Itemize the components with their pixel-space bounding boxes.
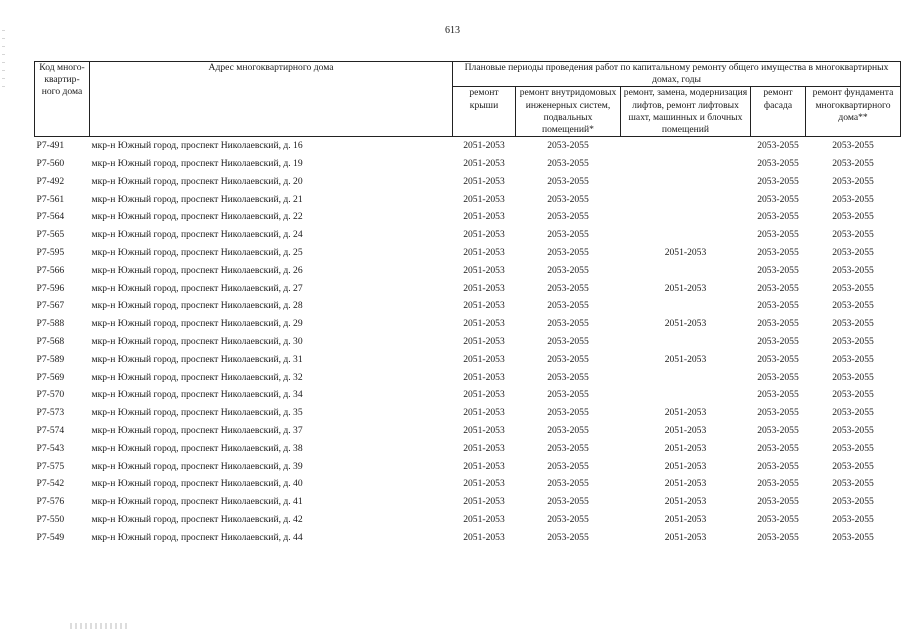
- capital-repair-schedule-table: [34, 61, 901, 547]
- cell-roof: 2051-2053: [463, 247, 505, 258]
- table-row: [35, 333, 901, 351]
- cell-foundation: 2053-2055: [832, 300, 874, 312]
- table-body: [35, 137, 901, 547]
- cell-facade: 2053-2055: [757, 247, 799, 258]
- cell-facade: 2053-2055: [757, 371, 799, 383]
- table-row: [35, 262, 901, 280]
- cell-facade: 2053-2055: [757, 442, 799, 454]
- header-elevators: ремонт, замена, модернизация лифтов, ремонт лифтовых шахт, машинных и блочных помещений: [621, 87, 751, 137]
- cell-elevators: 2051-2053: [664, 478, 707, 490]
- cell-roof: 2051-2053: [463, 371, 505, 383]
- cell-facade: 2053-2055: [757, 211, 799, 223]
- cell-elevators: [621, 226, 751, 244]
- cell-engineering: 2053-2055: [547, 158, 589, 170]
- cell-facade: 2053-2055: [757, 496, 799, 508]
- table-row: [35, 475, 901, 493]
- cell-roof: 2051-2053: [463, 175, 505, 187]
- cell-code: Р7-574: [36, 424, 65, 436]
- cell-engineering: 2053-2055: [547, 193, 589, 205]
- cell-address: мкр-н Южный город, проспект Николаевский, д. 20: [91, 175, 303, 187]
- table-row: [35, 280, 901, 298]
- cell-foundation: 2053-2055: [832, 531, 874, 543]
- cell-elevators: [621, 191, 751, 209]
- table-row: [35, 422, 901, 440]
- cell-facade: 2053-2055: [757, 513, 799, 525]
- cell-address: мкр-н Южный город, проспект Николаевский, д. 19: [91, 158, 303, 170]
- cell-engineering: 2053-2055: [547, 264, 589, 276]
- header-foundation: ремонт фундамента многоквартирного дома**: [806, 87, 901, 137]
- cell-engineering: 2053-2055: [547, 478, 589, 490]
- cell-elevators: 2051-2053: [664, 424, 707, 436]
- cell-foundation: 2053-2055: [832, 389, 874, 401]
- cell-engineering: 2053-2055: [547, 318, 589, 330]
- cell-elevators: [621, 155, 751, 173]
- cell-address: мкр-н Южный город, проспект Николаевский, д. 16: [91, 140, 303, 152]
- cell-foundation: 2053-2055: [832, 247, 874, 258]
- table-row: [35, 226, 901, 244]
- cell-code: Р7-569: [36, 371, 65, 383]
- cell-address: мкр-н Южный город, проспект Николаевский, д. 41: [91, 496, 303, 508]
- cell-engineering: 2053-2055: [547, 335, 589, 347]
- cell-address: мкр-н Южный город, проспект Николаевский, д. 38: [91, 442, 303, 454]
- cell-foundation: 2053-2055: [832, 318, 874, 330]
- cell-engineering: 2053-2055: [547, 300, 589, 312]
- cell-elevators: [621, 173, 751, 191]
- cell-roof: 2051-2053: [463, 300, 505, 312]
- cell-address: мкр-н Южный город, проспект Николаевский, д. 29: [91, 318, 303, 330]
- cell-code: Р7-589: [36, 353, 65, 365]
- cell-foundation: 2053-2055: [832, 140, 874, 152]
- cell-code: Р7-492: [36, 175, 65, 187]
- header-code: Код много-квартир-ного дома: [35, 62, 90, 137]
- cell-engineering: 2053-2055: [547, 513, 589, 525]
- cell-facade: 2053-2055: [757, 353, 799, 365]
- cell-elevators: [621, 208, 751, 226]
- header-engineering: ремонт внутридомовых инженерных систем, подвальных помещений*: [516, 87, 621, 137]
- cell-elevators: 2051-2053: [664, 353, 707, 365]
- cell-elevators: [621, 333, 751, 351]
- cell-foundation: 2053-2055: [832, 282, 874, 294]
- cell-engineering: 2053-2055: [547, 371, 589, 383]
- table-row: [35, 511, 901, 529]
- cell-engineering: 2053-2055: [547, 407, 589, 419]
- cell-elevators: 2051-2053: [664, 513, 707, 525]
- cell-address: мкр-н Южный город, проспект Николаевский, д. 37: [91, 424, 303, 436]
- cell-code: Р7-543: [36, 442, 65, 454]
- cell-engineering: 2053-2055: [547, 424, 589, 436]
- cell-address: мкр-н Южный город, проспект Николаевский, д. 35: [91, 407, 303, 419]
- cell-code: Р7-564: [36, 211, 65, 223]
- cell-roof: 2051-2053: [463, 158, 505, 170]
- cell-code: Р7-576: [36, 496, 65, 508]
- cell-roof: 2051-2053: [463, 264, 505, 276]
- cell-elevators: [621, 137, 751, 155]
- header-row-group: [35, 62, 901, 87]
- cell-code: Р7-561: [36, 193, 65, 205]
- cell-foundation: 2053-2055: [832, 478, 874, 490]
- table-row: [35, 173, 901, 191]
- table-row: [35, 440, 901, 458]
- cell-engineering: 2053-2055: [547, 496, 589, 508]
- cell-facade: 2053-2055: [757, 389, 799, 401]
- page-number: 613: [445, 25, 460, 36]
- cell-facade: 2053-2055: [757, 175, 799, 187]
- cell-roof: 2051-2053: [463, 460, 505, 472]
- table-row: [35, 155, 901, 173]
- cell-foundation: 2053-2055: [832, 513, 874, 525]
- cell-engineering: 2053-2055: [547, 531, 589, 543]
- cell-roof: 2051-2053: [463, 407, 505, 419]
- cell-facade: 2053-2055: [757, 407, 799, 419]
- cell-facade: 2053-2055: [757, 424, 799, 436]
- cell-foundation: 2053-2055: [832, 371, 874, 383]
- cell-address: мкр-н Южный город, проспект Николаевский, д. 31: [91, 353, 303, 365]
- cell-roof: 2051-2053: [463, 353, 505, 365]
- cell-foundation: 2053-2055: [832, 175, 874, 187]
- cell-engineering: 2053-2055: [547, 282, 589, 294]
- cell-code: Р7-550: [36, 513, 65, 525]
- cell-code: Р7-566: [36, 264, 65, 276]
- cell-engineering: 2053-2055: [547, 229, 589, 241]
- cell-engineering: 2053-2055: [547, 442, 589, 454]
- cell-code: Р7-573: [36, 407, 65, 419]
- table-row: [35, 191, 901, 209]
- cell-code: Р7-595: [36, 247, 65, 258]
- cell-engineering: 2053-2055: [547, 140, 589, 152]
- cell-foundation: 2053-2055: [832, 496, 874, 508]
- cell-code: Р7-567: [36, 300, 65, 312]
- cell-address: мкр-н Южный город, проспект Николаевский, д. 27: [91, 282, 303, 294]
- cell-facade: 2053-2055: [757, 282, 799, 294]
- cell-address: мкр-н Южный город, проспект Николаевский, д. 26: [91, 264, 303, 276]
- cell-address: мкр-н Южный город, проспект Николаевский, д. 21: [91, 193, 303, 205]
- cell-elevators: 2051-2053: [664, 442, 707, 454]
- cell-facade: 2053-2055: [757, 318, 799, 330]
- scan-smudge-artifact: [70, 623, 130, 629]
- cell-code: Р7-542: [36, 478, 65, 490]
- cell-foundation: 2053-2055: [832, 211, 874, 223]
- cell-roof: 2051-2053: [463, 389, 505, 401]
- cell-code: Р7-560: [36, 158, 65, 170]
- cell-facade: 2053-2055: [757, 140, 799, 152]
- table-row: [35, 208, 901, 226]
- header-address: Адрес многоквартирного дома: [90, 62, 453, 137]
- cell-elevators: 2051-2053: [664, 531, 707, 543]
- cell-roof: 2051-2053: [463, 140, 505, 152]
- cell-roof: 2051-2053: [463, 193, 505, 205]
- cell-code: Р7-570: [36, 389, 65, 401]
- cell-address: мкр-н Южный город, проспект Николаевский, д. 30: [91, 335, 303, 347]
- table-row: [35, 493, 901, 511]
- cell-roof: 2051-2053: [463, 513, 505, 525]
- cell-code: Р7-596: [36, 282, 65, 294]
- cell-facade: 2053-2055: [757, 229, 799, 241]
- cell-engineering: 2053-2055: [547, 211, 589, 223]
- cell-foundation: 2053-2055: [832, 424, 874, 436]
- cell-roof: 2051-2053: [463, 531, 505, 543]
- cell-foundation: 2053-2055: [832, 442, 874, 454]
- table-row: [35, 529, 901, 547]
- cell-roof: 2051-2053: [463, 496, 505, 508]
- cell-elevators: 2051-2053: [664, 318, 707, 330]
- header-facade: ремонт фасада: [751, 87, 806, 137]
- cell-roof: 2051-2053: [463, 318, 505, 330]
- cell-foundation: 2053-2055: [832, 460, 874, 472]
- cell-facade: 2053-2055: [757, 264, 799, 276]
- cell-roof: 2051-2053: [463, 211, 505, 223]
- cell-address: мкр-н Южный город, проспект Николаевский, д. 22: [91, 211, 303, 223]
- cell-code: Р7-575: [36, 460, 65, 472]
- cell-elevators: [621, 369, 751, 387]
- table-row: [35, 458, 901, 476]
- cell-facade: 2053-2055: [757, 300, 799, 312]
- cell-engineering: 2053-2055: [547, 389, 589, 401]
- table-row: [35, 369, 901, 387]
- table-row: [35, 244, 901, 262]
- cell-elevators: 2051-2053: [664, 282, 707, 294]
- cell-engineering: 2053-2055: [547, 460, 589, 472]
- header-periods-group: Плановые периоды проведения работ по капитальному ремонту общего имущества в многоквартирных домах, годы: [453, 62, 901, 87]
- cell-foundation: 2053-2055: [832, 229, 874, 241]
- cell-roof: 2051-2053: [463, 424, 505, 436]
- table-row: [35, 404, 901, 422]
- cell-address: мкр-н Южный город, проспект Николаевский, д. 24: [91, 229, 303, 241]
- cell-facade: 2053-2055: [757, 478, 799, 490]
- cell-facade: 2053-2055: [757, 158, 799, 170]
- cell-code: Р7-491: [36, 140, 65, 152]
- cell-code: Р7-549: [36, 531, 65, 543]
- cell-engineering: 2053-2055: [547, 353, 589, 365]
- cell-elevators: [621, 297, 751, 315]
- cell-roof: 2051-2053: [463, 282, 505, 294]
- cell-elevators: [621, 386, 751, 404]
- cell-code: Р7-588: [36, 318, 65, 330]
- cell-facade: 2053-2055: [757, 335, 799, 347]
- cell-roof: 2051-2053: [463, 229, 505, 241]
- cell-address: мкр-н Южный город, проспект Николаевский, д. 39: [91, 460, 303, 472]
- scan-edge-artifact: [2, 30, 5, 90]
- cell-roof: 2051-2053: [463, 442, 505, 454]
- cell-foundation: 2053-2055: [832, 353, 874, 365]
- table-row: [35, 137, 901, 155]
- cell-foundation: 2053-2055: [832, 264, 874, 276]
- cell-foundation: 2053-2055: [832, 407, 874, 419]
- cell-elevators: 2051-2053: [664, 460, 707, 472]
- cell-foundation: 2053-2055: [832, 158, 874, 170]
- cell-facade: 2053-2055: [757, 460, 799, 472]
- table-row: [35, 386, 901, 404]
- table-row: [35, 297, 901, 315]
- cell-foundation: 2053-2055: [832, 193, 874, 205]
- cell-roof: 2051-2053: [463, 478, 505, 490]
- cell-code: Р7-565: [36, 229, 65, 241]
- cell-elevators: 2051-2053: [664, 247, 707, 258]
- cell-address: мкр-н Южный город, проспект Николаевский, д. 40: [91, 478, 303, 490]
- cell-address: мкр-н Южный город, проспект Николаевский, д. 28: [91, 300, 303, 312]
- cell-facade: 2053-2055: [757, 193, 799, 205]
- cell-code: Р7-568: [36, 335, 65, 347]
- cell-elevators: [621, 262, 751, 280]
- cell-elevators: 2051-2053: [664, 496, 707, 508]
- cell-address: мкр-н Южный город, проспект Николаевский, д. 44: [91, 531, 303, 543]
- cell-address: мкр-н Южный город, проспект Николаевский, д. 25: [91, 247, 303, 258]
- cell-engineering: 2053-2055: [547, 247, 589, 258]
- table-row: [35, 315, 901, 333]
- header-roof: ремонт крыши: [453, 87, 516, 137]
- table-row: [35, 351, 901, 369]
- cell-engineering: 2053-2055: [547, 175, 589, 187]
- cell-address: мкр-н Южный город, проспект Николаевский, д. 34: [91, 389, 303, 401]
- cell-facade: 2053-2055: [757, 531, 799, 543]
- cell-address: мкр-н Южный город, проспект Николаевский, д. 32: [91, 371, 303, 383]
- cell-roof: 2051-2053: [463, 335, 505, 347]
- cell-foundation: 2053-2055: [832, 335, 874, 347]
- cell-elevators: 2051-2053: [664, 407, 707, 419]
- cell-address: мкр-н Южный город, проспект Николаевский, д. 42: [91, 513, 303, 525]
